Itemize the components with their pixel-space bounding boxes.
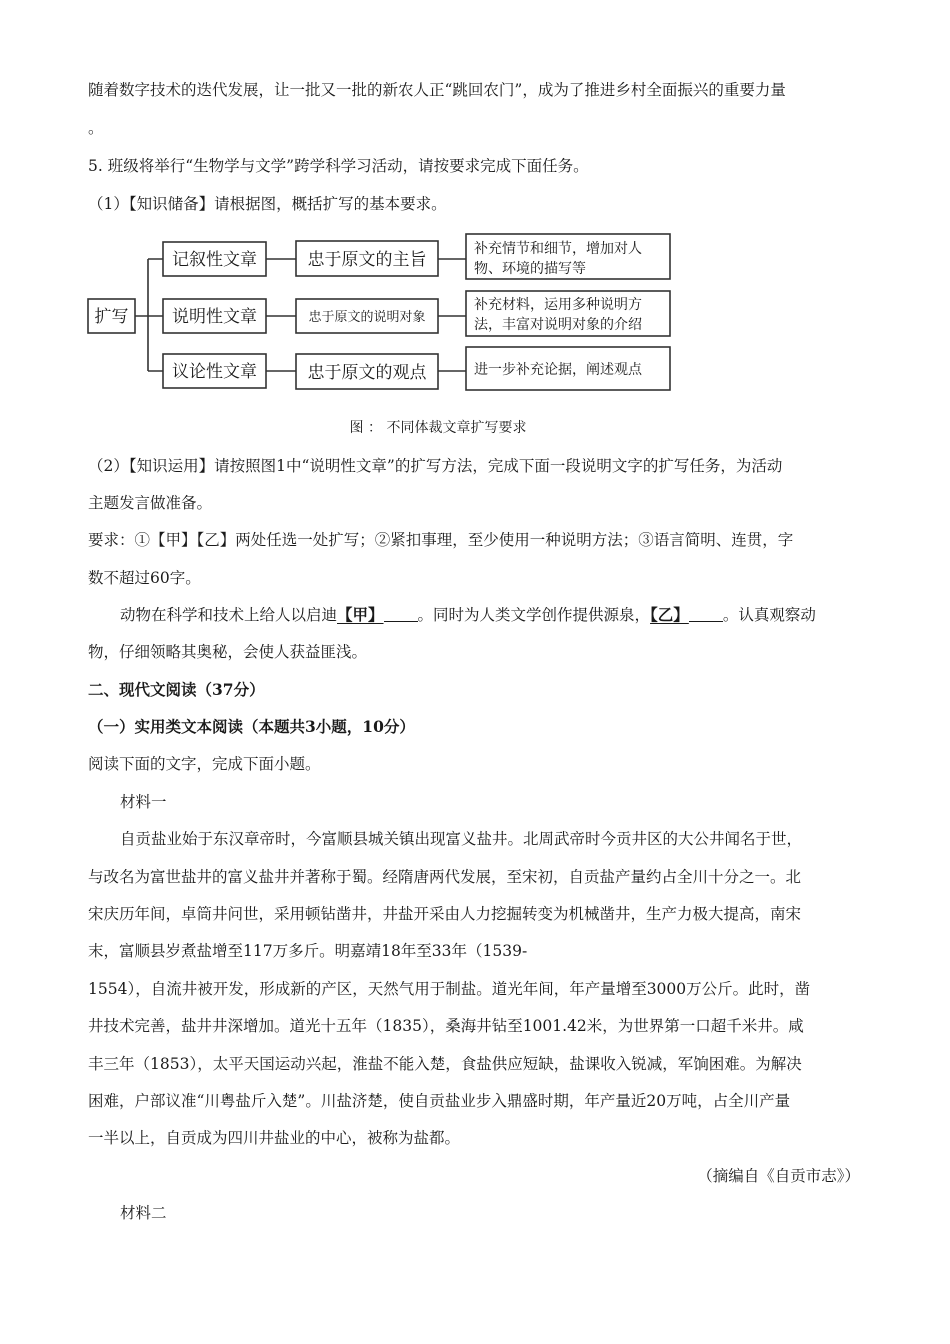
- diagram-connector-left: [135, 259, 163, 371]
- diagram-root-label: 扩写: [94, 307, 129, 327]
- diagram-method-line-2: 法，丰富对说明对象的介绍: [474, 317, 642, 333]
- diagram-type-label: 记叙性文章: [172, 250, 257, 270]
- question-5-part-2-line-1: （2）【知识运用】请按照图1中“说明性文章”的扩写方法，完成下面一段说明文字的扩写任务，为活动: [88, 457, 783, 475]
- material-1-line: 一半以上，自贡成为四川井盐业的中心，被称为盐都。: [88, 1129, 461, 1147]
- subsection-heading: （一）实用类文本阅读（本题共3小题，10分）: [88, 717, 415, 736]
- diagram-principle-label: 忠于原文的观点: [307, 363, 427, 383]
- question-5-part-2-line-2: 主题发言做准备。: [88, 494, 213, 512]
- expansion-diagram: [0, 225, 700, 405]
- material-1-line: 丰三年（1853），太平天国运动兴起，淮盐不能入楚，食盐供应短缺，盐课收入锐减，军饷困难。为解决: [88, 1055, 802, 1073]
- intro-line-1: 随着数字技术的迭代发展，让一批又一批的新农人正“跳回农门”，成为了推进乡村全面振兴的重要力量: [88, 81, 786, 99]
- material-2-title: 材料二: [120, 1204, 167, 1222]
- diagram-method-line-2: 物、环境的描写等: [474, 261, 586, 277]
- passage-text: 。认真观察动: [722, 606, 816, 624]
- material-1-line: 末，富顺县岁煮盐增至117万多斤。明嘉靖18年至33年（1539-: [88, 942, 528, 960]
- passage-text: 动物在科学和技术上给人以启迪: [120, 606, 338, 624]
- diagram-principle-label: 忠于原文的说明对象: [308, 310, 426, 325]
- diagram-type-label: 说明性文章: [172, 307, 257, 327]
- material-1-line: 与改名为富世盐井的富义盐井并著称于蜀。经隋唐两代发展，至宋初，自贡盐产量约占全川十分之一。北: [88, 868, 802, 886]
- section-heading: 二、现代文阅读（37分）: [88, 680, 265, 699]
- diagram-principle-label: 忠于原文的主旨: [307, 250, 427, 270]
- material-1-line: 井技术完善，盐井井深增加。道光十五年（1835），桑海井钻至1001.42米，为世界第一口超千米井。咸: [88, 1017, 804, 1035]
- diagram-caption: 图 ： 不同体裁文章扩写要求: [349, 420, 527, 436]
- passage-line-1: [120, 604, 860, 626]
- diagram-type-label: 议论性文章: [172, 362, 257, 382]
- blank-marker-yi: 【乙】: [650, 605, 689, 624]
- passage-text: 。同时为人类文学创作提供源泉，: [417, 606, 651, 624]
- reading-instruction: 阅读下面的文字，完成下面小题。: [88, 755, 321, 773]
- question-5-title: 5. 班级将举行“生物学与文学”跨学科学习活动，请按要求完成下面任务。: [88, 157, 589, 175]
- answer-blank-yi[interactable]: [689, 605, 723, 622]
- requirements-line-2: 数不超过60字。: [88, 569, 201, 587]
- answer-blank-jia[interactable]: [384, 605, 418, 622]
- passage-line-2: 物，仔细领略其奥秘，会使人获益匪浅。: [88, 643, 368, 661]
- blank-marker-jia: 【甲】: [337, 605, 384, 624]
- material-1-line: 1554），自流井被开发，形成新的产区，天然气用于制盐。道光年间，年产量增至3000万公斤。此时，凿: [88, 980, 811, 998]
- material-1-source: （摘编自《自贡市志》）: [697, 1167, 860, 1185]
- material-1-title: 材料一: [120, 793, 167, 811]
- material-1-line: 宋庆历年间，卓筒井问世，采用顿钻凿井，井盐开采由人力挖掘转变为机械凿井，生产力极大提高，南宋: [88, 905, 802, 923]
- question-5-part-1: （1）【知识储备】请根据图，概括扩写的基本要求。: [88, 195, 447, 213]
- intro-line-2: 。: [88, 119, 104, 137]
- material-1-line: 困难，户部议准“川粤盐斤入楚”。川盐济楚，使自贡盐业步入鼎盛时期，年产量近20万吨，占全川产量: [88, 1092, 791, 1110]
- requirements-line-1: 要求：①【甲】【乙】两处任选一处扩写；②紧扣事理，至少使用一种说明方法；③语言简明、连贯，字: [88, 531, 794, 549]
- diagram-method-line-1: 补充材料，运用多种说明方: [474, 297, 642, 313]
- diagram-method-line-1: 补充情节和细节，增加对人: [474, 241, 642, 257]
- diagram-method-line-1: 进一步补充论据，阐述观点: [474, 362, 642, 378]
- material-1-line: 自贡盐业始于东汉章帝时，今富顺县城关镇出现富义盐井。北周武帝时今贡井区的大公井闻名于世，: [120, 830, 803, 848]
